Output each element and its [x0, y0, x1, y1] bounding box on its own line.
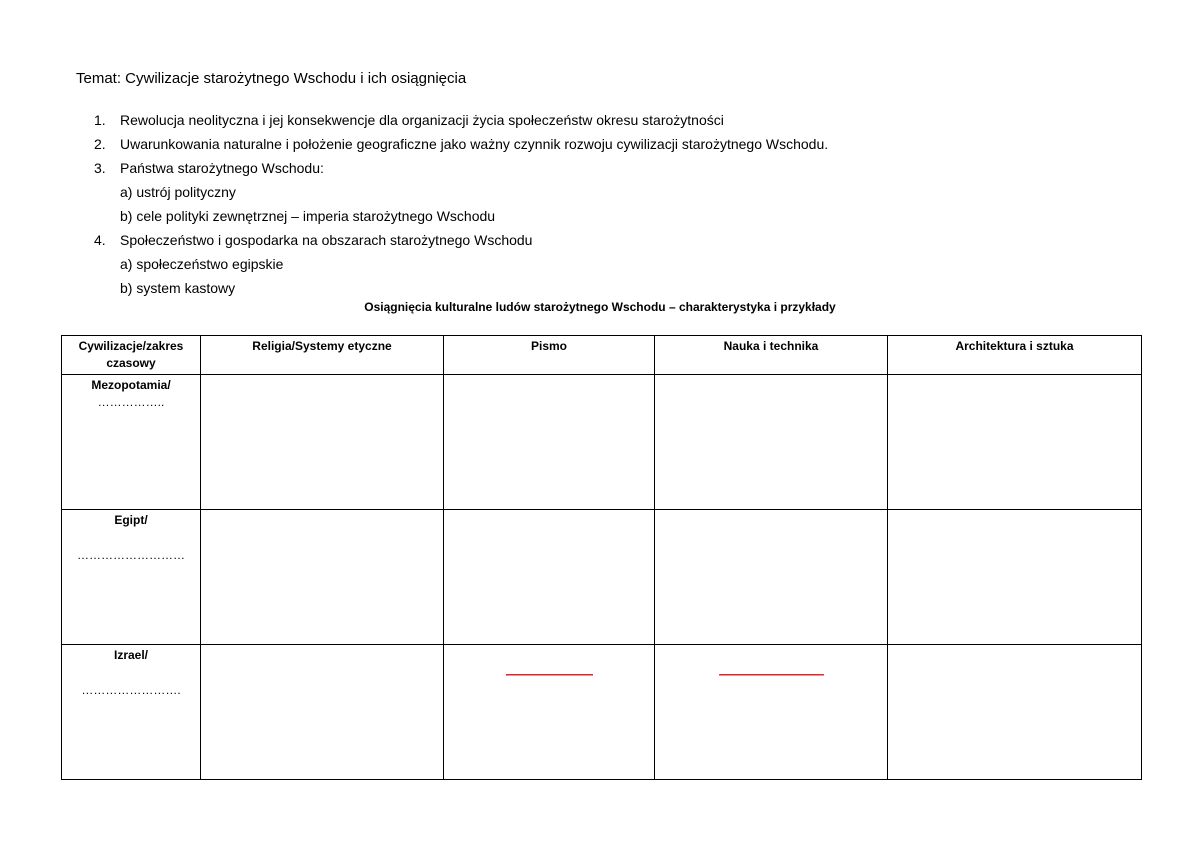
- dotted-fill-line: …………………….: [81, 683, 181, 697]
- header-writing: Pismo: [444, 336, 655, 375]
- science-cell: [655, 645, 888, 780]
- outline-subitem: b) system kastowy: [120, 280, 236, 296]
- outline-item: [94, 156, 828, 228]
- dotted-fill-line: ………………………: [77, 548, 185, 562]
- page-title: Temat: Cywilizacje starożytnego Wschodu i ich osiągnięcia: [76, 70, 467, 87]
- science-cell[interactable]: [655, 375, 888, 510]
- architecture-cell[interactable]: [888, 645, 1142, 780]
- outline-item: [94, 132, 829, 156]
- row-label-cell: [62, 375, 201, 510]
- topic-outline: [94, 108, 829, 300]
- religion-cell[interactable]: [201, 510, 444, 645]
- header-architecture: Architektura i sztuka: [888, 336, 1142, 375]
- red-dash-line: -----------------------------: [505, 667, 593, 681]
- outline-text: Państwa starożytnego Wschodu:: [120, 160, 324, 176]
- red-dash-line: -----------------------------------: [718, 667, 824, 681]
- writing-cell[interactable]: [444, 510, 655, 645]
- outline-subitem: a) ustrój polityczny: [120, 184, 236, 200]
- architecture-cell[interactable]: [888, 375, 1142, 510]
- outline-number: 3.: [94, 160, 106, 176]
- row-label-cell: [62, 510, 201, 645]
- outline-text: Uwarunkowania naturalne i położenie geograficzne jako ważny czynnik rozwoju cywilizacji starożytnego Wschodu.: [120, 136, 829, 152]
- table-row-izrael: [62, 645, 1142, 780]
- outline-text: Społeczeństwo i gospodarka na obszarach starożytnego Wschodu: [120, 232, 533, 248]
- outline-number: 2.: [94, 136, 106, 152]
- writing-cell: [444, 645, 655, 780]
- outline-item: [94, 228, 828, 300]
- table-header-row: [62, 336, 1142, 375]
- outline-text: Rewolucja neolityczna i jej konsekwencje dla organizacji życia społeczeństw okresu starożytności: [120, 112, 724, 128]
- civilization-name: Egipt/: [114, 513, 148, 527]
- table-caption: Osiągnięcia kulturalne ludów starożytnego Wschodu – charakterystyka i przykłady: [364, 300, 836, 314]
- header-religion: Religia/Systemy etyczne: [201, 336, 444, 375]
- header-science: Nauka i technika: [655, 336, 888, 375]
- outline-subitem: a) społeczeństwo egipskie: [120, 256, 284, 272]
- row-label-cell: [62, 645, 201, 780]
- architecture-cell[interactable]: [888, 510, 1142, 645]
- outline-item: [94, 108, 828, 132]
- dotted-fill-line: ……………..: [97, 395, 165, 409]
- header-civilizations: Cywilizacje/zakres czasowy: [62, 336, 201, 375]
- science-cell[interactable]: [655, 510, 888, 645]
- civilization-name: Izrael/: [113, 648, 149, 662]
- outline-number: 4.: [94, 232, 106, 248]
- civilization-name: Mezopotamia/: [91, 378, 171, 392]
- table-row-egipt: [62, 510, 1142, 645]
- outline-number: 1.: [94, 112, 106, 128]
- writing-cell[interactable]: [444, 375, 655, 510]
- religion-cell[interactable]: [201, 645, 444, 780]
- table-row-mezopotamia: [62, 375, 1142, 510]
- achievements-table: [61, 335, 1142, 780]
- religion-cell[interactable]: [201, 375, 444, 510]
- outline-subitem: b) cele polityki zewnętrznej – imperia starożytnego Wschodu: [120, 208, 496, 224]
